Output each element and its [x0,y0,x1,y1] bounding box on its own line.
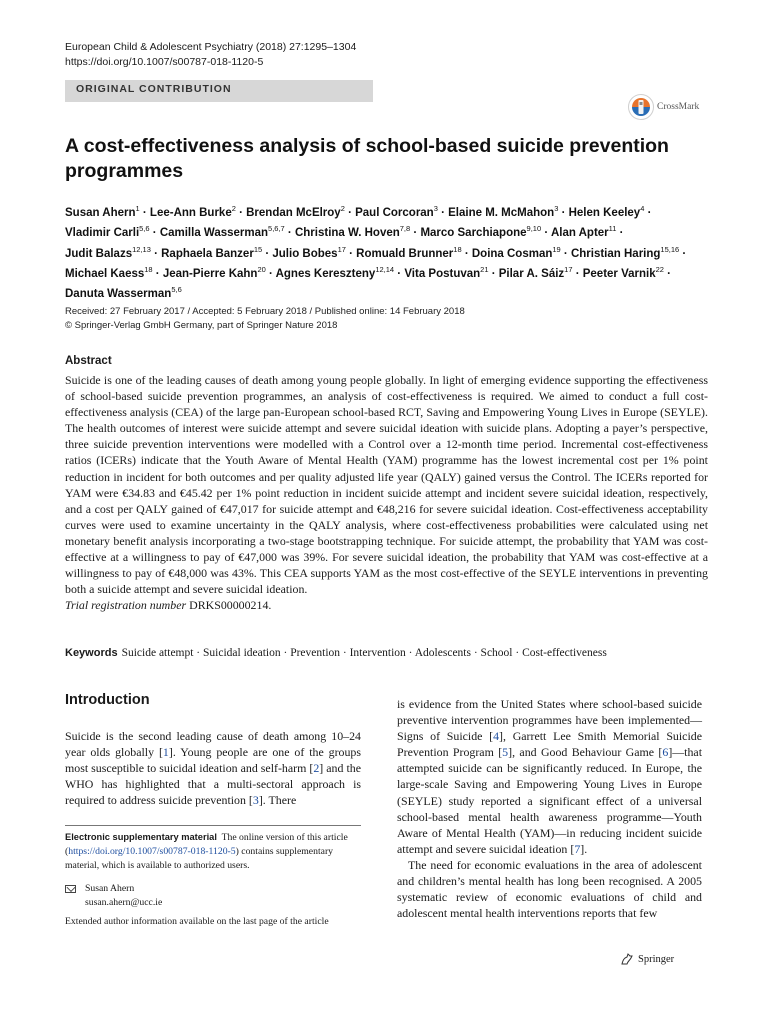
esm-label: Electronic supplementary material [65,832,217,842]
trial-registration-number: DRKS00000214. [189,598,272,613]
paragraph-text: ]. [580,841,588,856]
citation-link[interactable]: 3 [252,793,259,808]
article-type-banner [65,80,373,102]
author-affiliation: 3 [554,204,559,213]
author-name[interactable]: Lee-Ann Burke [149,206,232,219]
author-list [65,201,715,303]
author-name[interactable]: Vladimir Carli [65,227,140,240]
author-affiliation: 17 [337,244,346,254]
corresponding-author-name: Susan Ahern [85,883,135,894]
citation-link[interactable]: 5 [502,745,509,760]
author-affiliation: 22 [655,264,664,274]
citation-link[interactable]: 2 [313,761,320,776]
journal-doi-link[interactable]: https://doi.org/10.1007/s00787-018-1120-5 [65,56,264,68]
author-line: Susan Ahern$^1$ · Lee-Ann Burke$^2$ · Brendan McElroy$^2$ · Paul Corcoran$^3$ · Elaine M. McMahon$^3$ · Helen Keeley$^4$ · [65,204,652,219]
keywords-label: Keywords [65,647,118,659]
author-name[interactable]: Christina W. Hoven [294,227,400,240]
paragraph-text: is evidence from the United States where school-based suicide preventive intervention programmes have been implemented—Signs of Suicide [ [397,697,702,744]
author-affiliation: 2 [340,204,345,213]
abstract-text: Suicide is one of the leading causes of death among young people globally. In light of emerging evidence supporting the effectiveness of school-based suicide prevention programmes, an analysis of cost-effectiveness is required. We aimed to conduct a full cost-effectiveness analysis (CEA) of the large pan-European school-based RCT, Saving and Empowering Young Lives in Europe (SEYLE). The health outcomes of interest were suicide attempt and severe suicidal ideation with suicide plans. Adopting a payer’s perspective, three suicide prevention interventions were modelled with a Control over a 12-month time period. Incremental cost-effectiveness ratios (ICERs) indicate that the Youth Aware of Mental Health (YAM) programme has the lowest incremental cost per 1% point reduction in incident for both outcomes and per quality adjusted life year (QALY) gained versus the Control. The ICERs reported for YAM were €34.83 and €45.42 per 1% point reduction in incident suicide attempt and incident severe suicidal ideation, respectively, and a cost per QALY gained of €47,017 for suicide attempt and €48,216 for severe suicidal ideation. Cost-effectiveness acceptability curves were used to examine uncertainty in the QALY analysis, where cost-effectiveness probabilities were calculated using net monetary benefit analysis incorporating a two-stage bootstrapping technique. For suicide attempt, the probability that YAM was cost-effective at a willingness to pay of €47,000 was 39%. For severe suicidal ideation, the probability that YAM was cost-effective at a willingness to pay of €48,000 was 43%. This CEA supports YAM as the most cost-effective of the SEYLE interventions in preventing both a suicide attempt and severe suicidal ideation. [65,373,708,597]
intro-paragraph [397,696,702,857]
extended-author-info: Extended author information available on the last page of the article [65,916,329,927]
author-name[interactable]: Marco Sarchiapone [420,227,527,240]
author-name[interactable]: Elaine M. McMahon [448,206,555,219]
paragraph-text: ]. There [258,793,297,808]
author-name[interactable]: Paul Corcoran [355,206,434,219]
author-name[interactable]: Doina Cosman [471,247,553,260]
abstract-body [65,372,708,613]
author-affiliation: 21 [480,264,489,274]
author-affiliation: 12,13 [132,244,151,254]
author-name[interactable]: Helen Keeley [568,206,641,219]
paragraph-text: ], and Good Behaviour Game [ [508,745,663,760]
author-affiliation: 18 [453,244,462,254]
citation-link[interactable]: 6 [662,745,669,760]
publisher-name: Springer [638,953,675,965]
author-affiliation: 15 [253,244,263,254]
author-line [65,282,715,302]
corresponding-author-email[interactable]: susan.ahern@ucc.ie [85,897,163,908]
paragraph-text: ] and the WHO has highlighted that a multi-sectoral approach is required to address suicide prevention [ [65,761,361,808]
trial-registration [65,597,708,613]
esm-link[interactable]: https://doi.org/10.1007/s00787-018-1120-5 [68,846,236,857]
author-affiliation: 9,10 [526,224,542,234]
intro-right-column [397,696,702,921]
paragraph-text: ], Garrett Lee Smith Memorial Suicide Prevention Program [ [397,729,702,760]
intro-left-column [65,728,361,808]
trial-registration-label: Trial registration number [65,598,187,613]
author-affiliation: 4 [640,204,645,213]
author-name[interactable]: Susan Ahern [65,206,136,219]
author-name[interactable]: Camilla Wasserman [159,227,269,240]
intro-paragraph: The need for economic evaluations in the area of adolescent and children’s mental health has long been recognised. A 2005 systematic review of economic evaluations of child and adolescent mental health interventions reports that few [397,857,702,921]
dates-line: Received: 27 February 2017 / Accepted: 5 February 2018 / Published online: 14 February 2018 [65,306,465,317]
author-name[interactable]: Julio Bobes [272,247,338,260]
esm-text-start: The online version of this article ( [65,832,348,857]
author-affiliation: 3 [433,204,438,213]
crossmark-badge[interactable] [628,92,738,122]
publication-dates [65,305,465,333]
introduction-heading: Introduction [65,692,150,708]
citation-link[interactable]: 4 [493,729,500,744]
envelope-icon [65,885,76,893]
paragraph-text: ]. Young people are one of the groups most susceptible to suicidal ideation and self-harm [ [65,745,361,776]
author-affiliation: 5,6 [139,224,150,234]
author-affiliation: 2 [231,204,236,213]
correspondence [65,882,361,910]
author-affiliation: 12,14 [375,264,395,274]
article-type-label: ORIGINAL CONTRIBUTION [76,83,232,95]
copyright-line: © Springer-Verlag GmbH Germany, part of Springer Nature 2018 [65,320,338,331]
author-name[interactable]: Christian Haring [570,247,661,260]
supplementary-material-note [65,830,361,873]
author-affiliation: 19 [552,244,561,254]
crossmark-label: CrossMark [657,102,700,112]
publisher-logo [620,953,674,965]
paragraph-text: ]—that attempted suicide can be significantly reduced. In Europe, the large-scale Saving and Empowering Young Lives in Europe (SEYLE) study reported a significant effect of a universal school-based mental health awareness programme—Youth Aware of Mental Health (YAM)—in reducing incident suicide attempt and severe suicidal ideation [ [397,745,702,856]
author-name[interactable]: Agnes Kereszteny [275,267,376,280]
keywords [65,647,607,659]
springer-horse-icon [620,953,634,965]
author-name[interactable]: Judit Balazs [65,247,133,260]
journal-citation: European Child & Adolescent Psychiatry (2018) 27:1295–1304 [65,41,357,53]
author-name[interactable]: Jean-Pierre Kahn [162,267,258,280]
author-name[interactable]: Peeter Varnik [582,267,656,280]
author-name[interactable]: Danuta Wasserman [65,288,172,301]
author-affiliation: 11 [608,224,617,234]
author-affiliation: 5,6 [171,285,182,295]
author-affiliation: 17 [564,264,573,274]
paragraph-text: Suicide is the second leading cause of death among 10–24 year olds globally [ [65,729,361,760]
citation-link[interactable]: 1 [162,745,169,760]
author-name[interactable]: Brendan McElroy [246,206,341,219]
author-name[interactable]: Vita Postuvan [404,267,481,280]
author-name[interactable]: Michael Kaess [65,267,145,280]
esm-text-end: ) contains supplementary material, which is available to authorized users. [65,846,334,871]
author-affiliation: 7,8 [399,224,411,234]
footnote-divider [65,825,361,826]
author-name[interactable]: Romuald Brunner [356,247,454,260]
author-line: Vladimir Carli$^{5,6}$ · Camilla Wasserman$^{5,6,7}$ · Christina W. Hoven$^{7,8}$ · Marco Sarchiapone$^{9,10}$ · Alan Apter$^{11}$ · [65,224,624,240]
author-name[interactable]: Raphaela Banzer [161,247,254,260]
author-affiliation: 20 [257,264,266,274]
journal-header [65,40,356,70]
author-affiliation: 15,16 [660,244,680,254]
author-affiliation: 5,6,7 [268,224,285,234]
article-title: A cost-effectiveness analysis of school-based suicide prevention programmes [65,135,669,182]
abstract-heading: Abstract [65,355,112,367]
author-name[interactable]: Pilar A. Sáiz [498,267,565,280]
author-name[interactable]: Alan Apter [550,227,609,240]
author-affiliation: 18 [144,264,153,274]
author-affiliation: 1 [135,204,140,213]
author-line: Michael Kaess$^{18}$ · Jean-Pierre Kahn$^{20}$ · Agnes Kereszteny$^{12,14}$ · Vita Postuvan$^{21}$ · Pilar A. Sáiz$^{17}$ · Peeter Varnik$^{22}$ · [65,264,671,280]
author-line: Judit Balazs$^{12,13}$ · Raphaela Banzer$^{15}$ · Julio Bobes$^{17}$ · Romuald Brunner$^{18}$ · Doina Cosman$^{19}$ · Christian Haring$^{15,16}$ · [65,244,687,260]
intro-paragraph [65,728,361,808]
crossmark-icon [628,94,654,120]
citation-link[interactable]: 7 [574,841,581,856]
keywords-list: Suicide attempt · Suicidal ideation · Prevention · Intervention · Adolescents · School · Cost-effectiveness [121,647,607,659]
